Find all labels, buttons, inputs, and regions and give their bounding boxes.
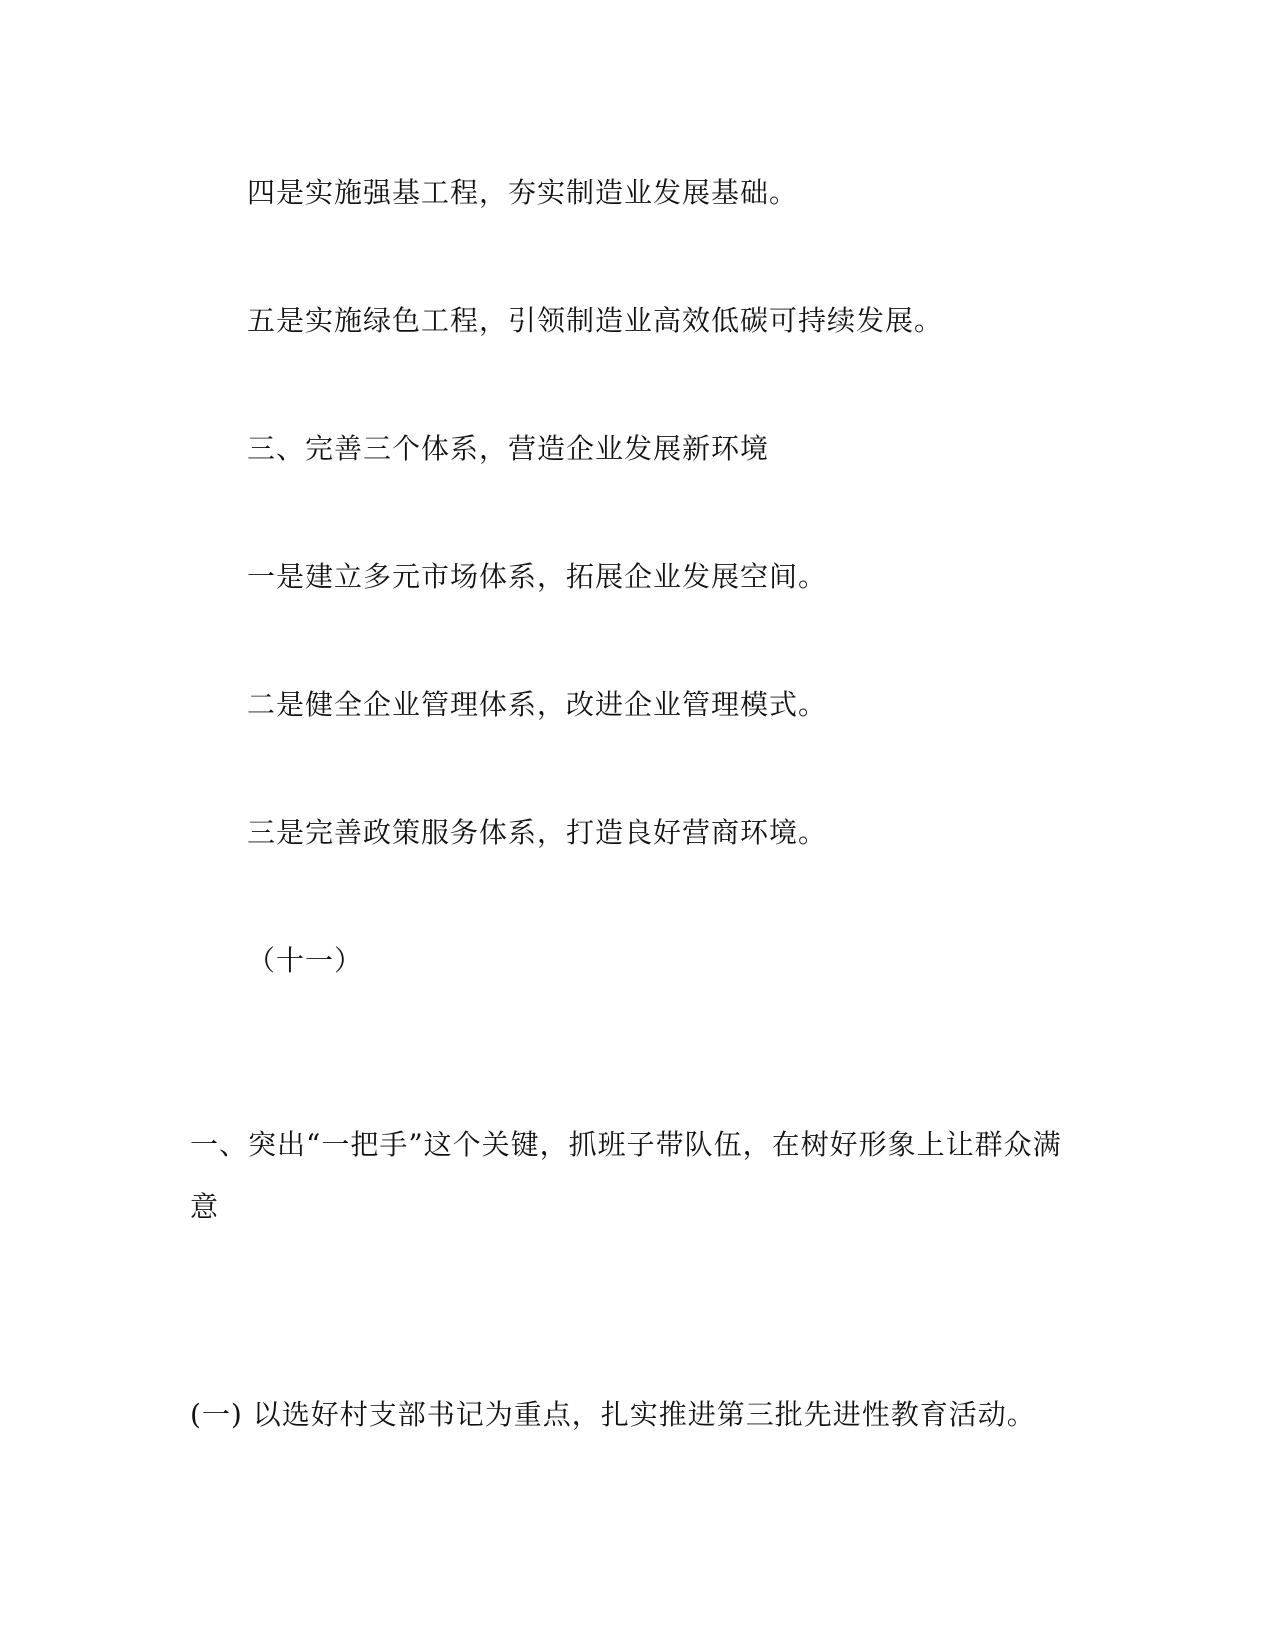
paragraph-item-four: 四是实施强基工程，夯实制造业发展基础。 xyxy=(247,176,799,209)
subsection-heading-one: (一) 以选好村支部书记为重点，扎实推进第三批先进性教育活动。 xyxy=(190,1398,1036,1431)
section-heading-three: 三、完善三个体系，营造企业发展新环境 xyxy=(247,432,770,465)
paragraph-item-one: 一是建立多元市场体系，拓展企业发展空间。 xyxy=(247,560,828,593)
paragraph-item-five: 五是实施绿色工程，引领制造业高效低碳可持续发展。 xyxy=(247,304,944,337)
paragraph-item-three: 三是完善政策服务体系，打造良好营商环境。 xyxy=(247,816,828,849)
paragraph-item-two: 二是健全企业管理体系，改进企业管理模式。 xyxy=(247,688,828,721)
section-heading-one: 一、突出“一把手”这个关键，抓班子带队伍，在树好形象上让群众满意 xyxy=(190,1128,1062,1223)
section-number: （十一） xyxy=(247,944,364,977)
